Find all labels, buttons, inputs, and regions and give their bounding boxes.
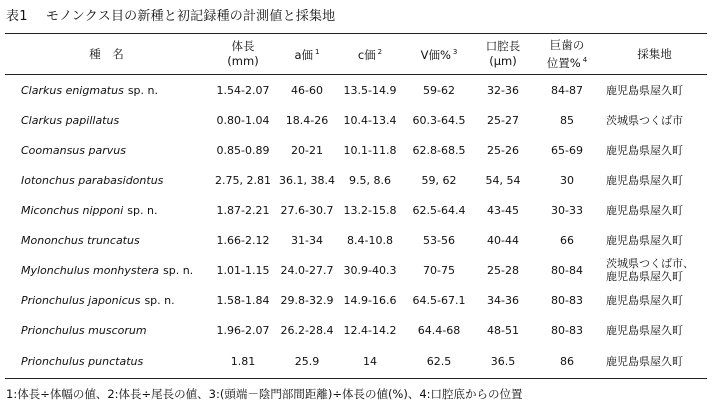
- table-row: [5, 75, 707, 106]
- a-value-cell: 31-34: [291, 233, 323, 247]
- table-row: [5, 165, 707, 195]
- species-name: Clarkus enigmatus: [21, 83, 124, 97]
- tooth-position-cell: 65-69: [551, 143, 583, 157]
- locality-cell: [602, 135, 707, 165]
- species-name-cell: [5, 195, 208, 225]
- body-length-cell: 1.87-2.21: [216, 203, 270, 217]
- mouth-length-cell: 25-26: [487, 143, 519, 157]
- table-row: [5, 255, 707, 285]
- tooth-position-cell: 30-33: [551, 203, 583, 217]
- mouth-length-cell: 25-27: [487, 113, 519, 127]
- mouth-length-cell: 48-51: [487, 323, 519, 337]
- species-name-cell: [5, 135, 208, 165]
- a-value-cell: 20-21: [291, 143, 323, 157]
- locality-cell: [602, 315, 707, 345]
- table-row: [5, 135, 707, 165]
- table-row: [5, 315, 707, 345]
- a-value-cell: 27.6-30.7: [280, 203, 334, 217]
- mouth-length-cell: 25-28: [487, 263, 519, 277]
- header-row: [5, 34, 707, 75]
- species-name: Miconchus nipponi: [21, 203, 124, 217]
- tooth-position-cell: 86: [532, 345, 602, 379]
- locality-text: 鹿児島県屋久町: [606, 83, 683, 97]
- mouth-length-cell: 43-45: [487, 203, 519, 217]
- body-length-cell: 1.01-1.15: [216, 263, 270, 277]
- body-length-cell: 1.81: [208, 345, 278, 379]
- table-row: [5, 105, 707, 135]
- species-name: Mylonchulus monhystera: [21, 263, 159, 277]
- table-footnote: 1:体長÷体幅の値、2:体長÷尾長の値、3:(頭端－陰門部間距離)÷体長の値(%)、4:口腔底からの位置: [6, 387, 523, 401]
- locality-text: 鹿児島県屋久町: [606, 323, 683, 337]
- c-value-cell: 8.4-10.8: [347, 233, 393, 247]
- locality-cell: [602, 105, 707, 135]
- tooth-position-cell: 30: [560, 173, 574, 187]
- c-value-cell: 10.1-11.8: [343, 143, 397, 157]
- species-name: Prionchulus muscorum: [21, 323, 147, 337]
- tooth-position-cell: 80-84: [551, 263, 583, 277]
- v-value-cell: 53-56: [423, 233, 455, 247]
- a-value-cell: 18.4-26: [285, 113, 329, 127]
- body-length-cell: 1.96-2.07: [216, 323, 270, 337]
- a-value-cell: 36.1, 38.4: [279, 173, 335, 187]
- locality-text: 茨城県つくば市: [606, 113, 683, 127]
- v-value-cell: 62.5-64.4: [412, 203, 466, 217]
- v-value-cell: 59, 62: [421, 173, 457, 187]
- c-value-cell: 13.2-15.8: [343, 203, 397, 217]
- tooth-position-cell: 80-83: [551, 323, 583, 337]
- c-value-cell: 14: [336, 345, 404, 379]
- a-value-cell: 29.8-32.9: [280, 293, 334, 307]
- species-author: sp. n.: [127, 83, 159, 97]
- locality-cell: [602, 345, 707, 379]
- c-value-cell: 9.5, 8.6: [349, 173, 391, 187]
- v-value-cell: 64.4-68: [417, 323, 461, 337]
- a-value-cell: 26.2-28.4: [280, 323, 334, 337]
- tooth-position-cell: 84-87: [551, 83, 583, 97]
- table-row: [5, 195, 707, 225]
- locality-cell: [602, 75, 707, 106]
- species-name: Prionchulus punctatus: [21, 355, 144, 368]
- v-value-cell: 62.8-68.5: [412, 143, 466, 157]
- c-value-cell: 10.4-13.4: [343, 113, 397, 127]
- header-mouth-length: 口腔長 (μm): [474, 34, 532, 75]
- locality-text: 鹿児島県屋久町: [606, 233, 683, 247]
- species-name-cell: [5, 165, 208, 195]
- mouth-length-cell: 36.5: [474, 345, 532, 379]
- tooth-position-cell: 66: [560, 233, 574, 247]
- header-v-value: V価% $^3$: [404, 34, 474, 75]
- a-value-cell: 24.0-27.7: [280, 263, 334, 277]
- species-name: Mononchus truncatus: [21, 233, 140, 247]
- c-value-cell: 14.9-16.6: [343, 293, 397, 307]
- locality-text: 鹿児島県屋久町: [606, 355, 683, 368]
- locality-text: 鹿児島県屋久町: [606, 143, 683, 157]
- body-length-cell: 2.75, 2.81: [215, 173, 271, 187]
- species-author: sp. n.: [127, 203, 158, 217]
- table-title: モノンクス目の新種と初記録種の計測値と採集地: [46, 9, 336, 24]
- header-body-length: 体長 (mm): [208, 34, 278, 75]
- table-caption: [6, 5, 335, 24]
- mouth-length-cell: 32-36: [487, 83, 519, 97]
- locality-text: 鹿児島県屋久町: [606, 203, 683, 217]
- species-name-cell: [5, 255, 208, 285]
- v-value-cell: 60.3-64.5: [412, 113, 466, 127]
- mouth-length-cell: 54, 54: [485, 173, 521, 187]
- c-value-cell: 13.5-14.9: [343, 83, 397, 97]
- locality-text: 鹿児島県屋久町: [606, 293, 683, 307]
- species-name: Clarkus papillatus: [21, 113, 120, 127]
- body-length-cell: 1.58-1.84: [216, 293, 270, 307]
- locality-cell: [602, 165, 707, 195]
- body-length-cell: 1.66-2.12: [216, 233, 270, 247]
- locality-text: 鹿児島県屋久町: [606, 173, 683, 187]
- species-name: Coomansus parvus: [21, 143, 126, 157]
- header-tooth-position: 巨歯の 位置% $^4$: [532, 34, 602, 75]
- species-name-cell: [5, 315, 208, 345]
- species-name-cell: [5, 345, 208, 379]
- locality-text: 鹿児島県屋久町: [606, 270, 683, 283]
- a-value-cell: 46-60: [291, 83, 323, 97]
- species-name: Prionchulus japonicus: [21, 293, 141, 307]
- table-row: [5, 345, 707, 379]
- mouth-length-cell: 34-36: [487, 293, 519, 307]
- locality-cell: [602, 255, 707, 285]
- table-number: 表1: [6, 9, 28, 24]
- table-row: [5, 225, 707, 255]
- c-value-cell: 12.4-14.2: [343, 323, 397, 337]
- a-value-cell: 25.9: [278, 345, 336, 379]
- c-value-cell: 30.9-40.3: [343, 263, 397, 277]
- mouth-length-cell: 40-44: [487, 233, 519, 247]
- header-c-value: c価 $^2$: [336, 34, 404, 75]
- locality-text: 茨城県つくば市、: [606, 257, 694, 270]
- header-species: 種 名: [5, 34, 208, 75]
- body-length-cell: 0.85-0.89: [216, 143, 270, 157]
- header-locality: 採集地: [602, 34, 707, 75]
- tooth-position-cell: 80-83: [551, 293, 583, 307]
- measurement-table: [5, 33, 707, 379]
- locality-cell: [602, 285, 707, 315]
- v-value-cell: 59-62: [423, 83, 455, 97]
- species-author: sp. n.: [144, 293, 175, 307]
- v-value-cell: 70-75: [423, 263, 455, 277]
- species-name-cell: [5, 105, 208, 135]
- v-value-cell: 62.5: [404, 345, 474, 379]
- species-author: sp. n.: [162, 263, 194, 277]
- species-name-cell: [5, 225, 208, 255]
- locality-cell: [602, 225, 707, 255]
- species-name-cell: [5, 75, 208, 106]
- body-length-cell: 1.54-2.07: [216, 83, 270, 97]
- body-length-cell: 0.80-1.04: [216, 113, 270, 127]
- locality-cell: [602, 195, 707, 225]
- species-name: Iotonchus parabasidontus: [21, 173, 164, 187]
- tooth-position-cell: 85: [560, 113, 574, 127]
- header-a-value: a価 $^1$: [278, 34, 336, 75]
- species-name-cell: [5, 285, 208, 315]
- table-row: [5, 285, 707, 315]
- v-value-cell: 64.5-67.1: [412, 293, 466, 307]
